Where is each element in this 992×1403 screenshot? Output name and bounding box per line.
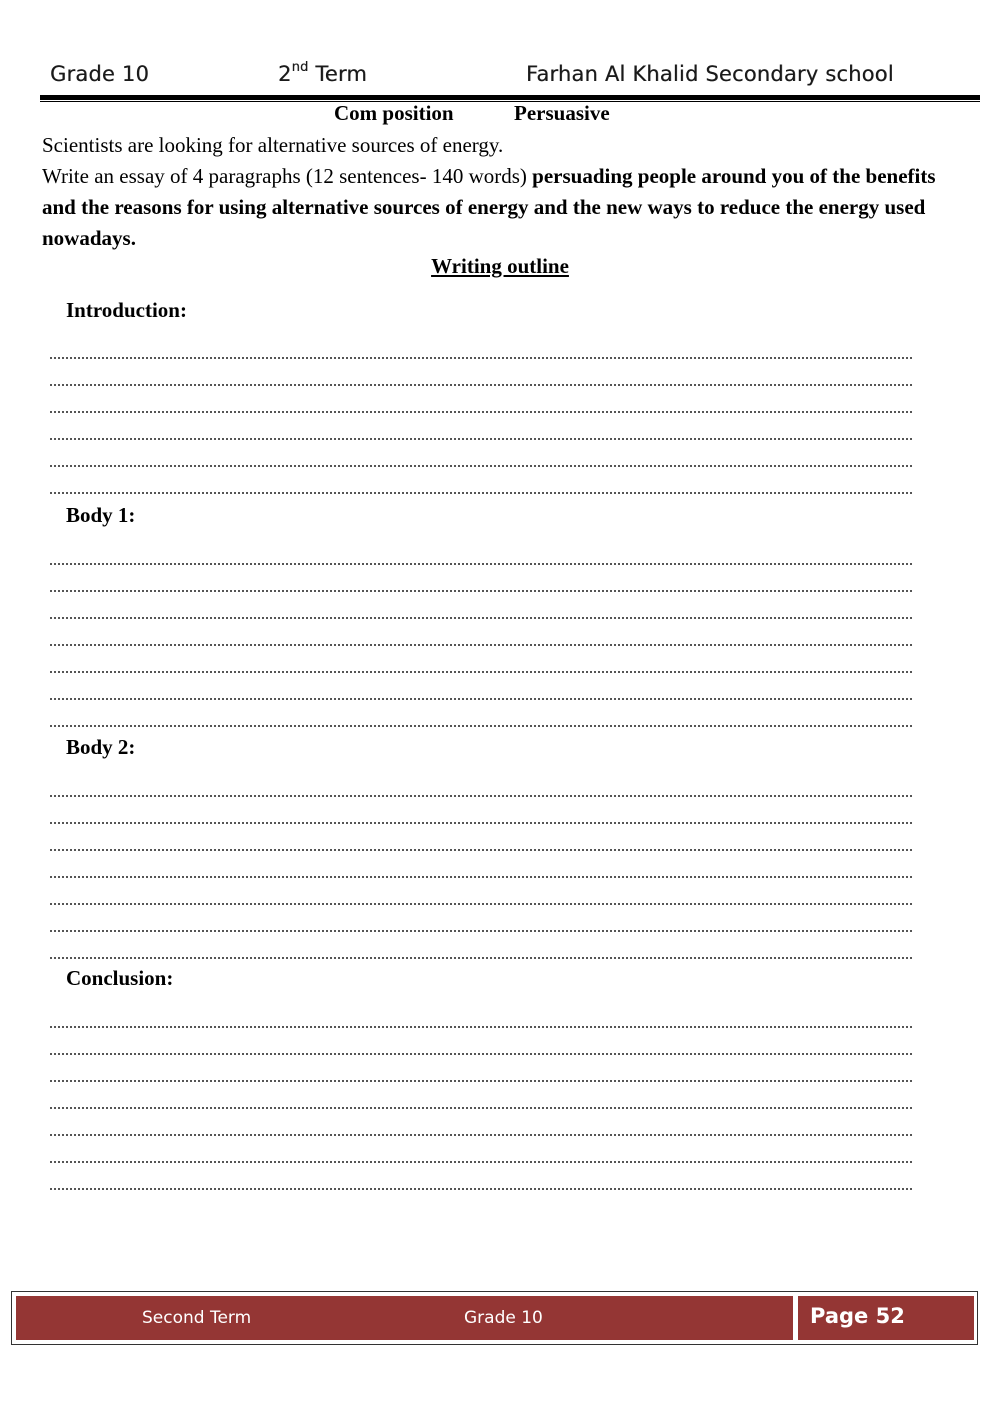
footer-grade: Grade 10 <box>464 1308 543 1328</box>
outline-title: Writing outline <box>431 254 569 278</box>
writing-line[interactable] <box>50 821 912 824</box>
writing-line[interactable] <box>50 464 912 467</box>
writing-line[interactable] <box>50 848 912 851</box>
subtitle-persuasive: Persuasive <box>514 101 610 125</box>
footer-term: Second Term <box>142 1308 252 1328</box>
writing-line[interactable] <box>50 1052 912 1055</box>
writing-line[interactable] <box>50 1187 912 1190</box>
writing-line[interactable] <box>50 437 912 440</box>
page-footer <box>11 1291 978 1345</box>
term-number: 2 <box>278 62 292 86</box>
prompt-line2-bold: persuading people around you of the benefits and the reasons for using alternative sources of energy and the new ways to reduce the energy used nowadays. <box>42 164 936 250</box>
writing-line[interactable] <box>50 724 912 727</box>
header-rule-thin <box>40 101 980 102</box>
writing-line[interactable] <box>50 491 912 494</box>
section-body-2: Body 2: <box>66 735 136 759</box>
term-word: Term <box>308 62 368 86</box>
writing-line[interactable] <box>50 1106 912 1109</box>
prompt-line2-plain: Write an essay of 4 paragraphs (12 sentences- 140 words) <box>42 164 533 188</box>
writing-line[interactable] <box>50 956 912 959</box>
term-suffix: nd <box>291 60 309 75</box>
writing-line[interactable] <box>50 902 912 905</box>
writing-line[interactable] <box>50 929 912 932</box>
writing-line[interactable] <box>50 875 912 878</box>
header-term <box>278 62 367 86</box>
writing-line[interactable] <box>50 562 912 565</box>
header-grade: Grade 10 <box>50 62 150 86</box>
writing-line[interactable] <box>50 643 912 646</box>
writing-line[interactable] <box>50 1079 912 1082</box>
header-rule-thick <box>40 95 980 100</box>
prompt-text <box>42 130 942 254</box>
writing-line[interactable] <box>50 1025 912 1028</box>
section-introduction: Introduction: <box>66 298 187 322</box>
section-conclusion: Conclusion: <box>66 966 174 990</box>
section-body-1: Body 1: <box>66 503 136 527</box>
writing-line[interactable] <box>50 589 912 592</box>
writing-line[interactable] <box>50 1160 912 1163</box>
footer-band <box>16 1296 793 1340</box>
footer-page-number: Page 52 <box>798 1296 974 1340</box>
prompt-line1: Scientists are looking for alternative sources of energy. <box>42 133 504 157</box>
subtitle-composition: Com position <box>334 101 454 125</box>
writing-line[interactable] <box>50 356 912 359</box>
writing-line[interactable] <box>50 616 912 619</box>
writing-line[interactable] <box>50 670 912 673</box>
writing-line[interactable] <box>50 383 912 386</box>
header-school: Farhan Al Khalid Secondary school <box>526 62 894 86</box>
writing-line[interactable] <box>50 1133 912 1136</box>
writing-line[interactable] <box>50 794 912 797</box>
writing-line[interactable] <box>50 697 912 700</box>
writing-line[interactable] <box>50 410 912 413</box>
